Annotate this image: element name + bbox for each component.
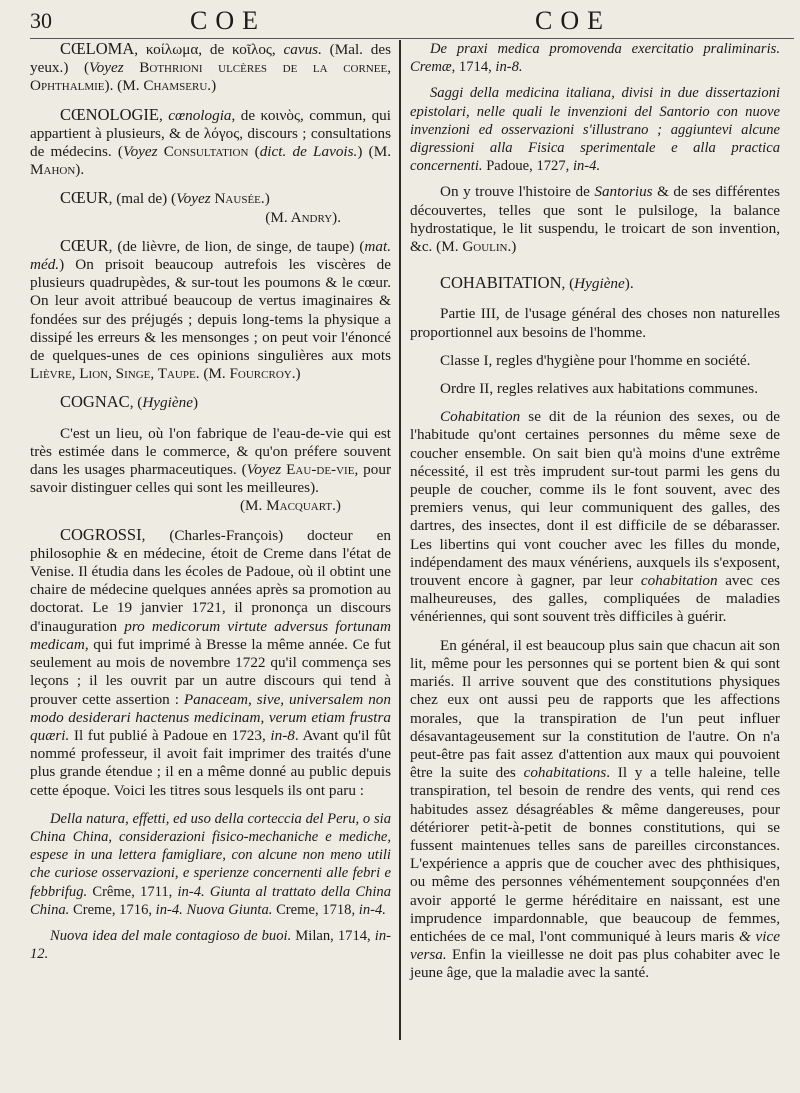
headword: CŒUR	[60, 188, 109, 208]
citation-saggi: Saggi della medicina italiana, divisi in due dissertazioni epistolari, nelle quali le invenzioni del Santorio con nuove invenzioni ed osservazioni s'illustrano ; aggiuntevi alcune digressioni alla Fisica sperimentale e alla practica concernenti. Padoue, 1727, in-4.	[410, 85, 780, 175]
right-column	[410, 40, 780, 993]
cohabitation-paragraph-1: Cohabitation se dit de la réunion des sexes, ou de l'habitude qu'ont certaines personnes du même sexe de coucher ensemble. On sait bien qu'à moins d'une extrême nécessité, il est très imprudent sur-tout parmi les gens du peuple de coucher, comme ils le font souvent, avec des premiers venus, qui leur communiquent des galles, des dartres, des insectes, dont il est difficile de se débarasser. Les libertins qui vont coucher avec les filles du monde, indépendament des maux vénériens, auxquels ils s'exposent, trouvent encore à gagner, par leur cohabitation avec ces malheureuses, des galles, compliquées de maladies vénériennes, qui sont souvent très difficiles à guérir.	[410, 408, 780, 626]
classe-line: Classe I, regles d'hygiène pour l'homme en société.	[440, 351, 751, 369]
entry-coeur-animal: CŒUR, (de lièvre, de lion, de singe, de taupe) (mat. méd.) On prisoit beaucoup autrefois les viscères de plusieurs quadrupèdes, & sur-tout les poumons & le cœur. On leur avoit attribué beaucoup de vertus imaginaires & fondées sur des préjugés ; depuis long-tems la physique a dissipé les erreurs & les mensonges ; on peut voir l'énoncé de quelques-unes de ces opinions singulières aux mots Lièvre, Lion, Singe, Taupe. (M. Fourcroy.)	[30, 235, 391, 383]
headword: CŒLOMA	[60, 39, 135, 58]
entry-coenologie: CŒNOLOGIE, cœnologia, de κοινὸς, commun, qui appartient à plusieurs, & de λόγος, discours ; consultations de médecins. (Voyez Consultation (dict. de Lavois.) (M. Mahon).	[30, 104, 391, 179]
author-signature: (M. Macquart.)	[239, 497, 341, 515]
citation-nuova-idea: Nuova idea del male contagioso de buoi. Milan, 1714, in-12.	[30, 927, 391, 963]
headword: CŒNOLOGIE	[60, 104, 159, 124]
entry-cognac-body: C'est un lieu, où l'on fabrique de l'eau-de-vie qui est très estimée dans le commerce, & qu'on préfere souvent dans les usages pharmaceutiques. (Voyez Eau-de-vie, pour savoir distinguer celles qui sont les meilleures).	[30, 424, 391, 497]
headword: COGNAC	[60, 392, 130, 412]
santorius-paragraph: On y trouve l'histoire de Santorius & de ses différentes découvertes, telles que sont le pulsiloge, la balance hydrostatique, le lit suspendu, le troicart de son invention, &c. (M. Goulin.)	[410, 183, 780, 256]
citation-corteccia: Della natura, effetti, ed uso della corteccia del Peru, o sia China China, considerazioni fisico-mechaniche e mediche, espese in una lettera famigliare, con alcune non meno utili che curiose osservazioni, e sperienze concernenti alle febri e febbrifug. Crême, 1711, in-4. Giunta al trattato della China China. Creme, 1716, in-4. Nuova Giunta. Creme, 1718, in-4.	[30, 810, 391, 918]
entry-coeloma: CŒLOMA, κοίλωμα, de κοῖλος, cavus. (Mal. des yeux.) (Voyez Bothrioni ulcères de la cornee, Ophthalmie). (M. Chamseru.)	[30, 39, 391, 95]
cohabitation-paragraph-2: En général, il est beaucoup plus sain que chacun ait son lit, même pour les personnes qui se portent bien & qui sont mariés. Il arrive souvent que des constitutions physiques chez eux ont aussi peu de rapports que les affections morales, que la transpiration de l'un peut influer désavantageusement sur la constitution de l'autre. On n'a peut-être pas fait assez d'attention aux maux qui pouvoient être la suite des cohabitations. Il y a telle haleine, telle transpiration, tel besoin de rendre des vents, qui rend ces habitudes assez désagréables & même dangereuses, pour détériorer petit-à-petit de bonnes constitutions, qui se fussent maintenues telles sans de pareilles circonstances. L'expérience a appris que de coucher avec des phthisiques, ou même des personnes véhémentement soupçonnées d'en avoir apporté le germe héréditaire en naissant, est une imprudence impardonnable, que beaucoup de femmes, entichées de ce mal, l'ont communiqué à leurs maris & vice versa. Enfin la vieillesse ne doit pas plus cohabiter avec le jeune âge, que la maladie avec la santé.	[410, 636, 780, 982]
header-rule	[30, 38, 794, 39]
page-number: 30	[30, 8, 52, 33]
column-divider	[399, 40, 401, 1040]
headword: CŒUR	[60, 235, 109, 255]
entry-cognac-heading: COGNAC, (Hygiène)	[60, 392, 199, 412]
citation-de-praxi: De praxi medica promovenda exercitatio praliminaris. Cremæ, 1714, in-8.	[410, 41, 780, 76]
entry-cohabitation-heading: COHABITATION, (Hygiène).	[440, 273, 634, 293]
partie-line: Partie III, de l'usage général des choses non naturelles proportionnel aux besoins de l'homme.	[410, 305, 780, 341]
headword: COHABITATION	[440, 273, 562, 293]
entry-cogrossi: COGROSSI, (Charles-François) docteur en philosophie & en médecine, étoit de Creme dans l'état de Venise. Il étudia dans les écoles de Padoue, où il obtint une chaire de médecine quelques années après sa promotion au doctorat. Le 19 janvier 1721, il prononça un discours d'inauguration pro medicorum virtute adversus fortunam medicam, qui fut imprimé à Bresse la même année. Ce fut seulement au mois de novembre 1722 qu'il commença ses leçons ; il les ouvrit par un autre discours qui tend à prouver cette assertion : Panaceam, sive, universalem non modo desiderari hactenus medicinam, verum etiam frustra quæri. Il fut publié à Padoue en 1723, in-8. Avant qu'il fût nommé professeur, il avoit fait imprimer des traités d'une plus grande étendue ; il en a même donné au public depuis cette époque. Voici les titres sous lesquels ils ont paru :	[30, 524, 391, 799]
running-head-left: COE	[190, 6, 266, 35]
headword: COGROSSI	[60, 524, 142, 544]
left-column	[30, 40, 391, 971]
author-signature: (M. Andry).	[265, 208, 341, 226]
entry-coeur-nausee: CŒUR, (mal de) (Voyez Nausée.)	[60, 188, 270, 208]
running-head-right: COE	[535, 6, 611, 35]
ordre-line: Ordre II, regles relatives aux habitations communes.	[440, 380, 758, 398]
